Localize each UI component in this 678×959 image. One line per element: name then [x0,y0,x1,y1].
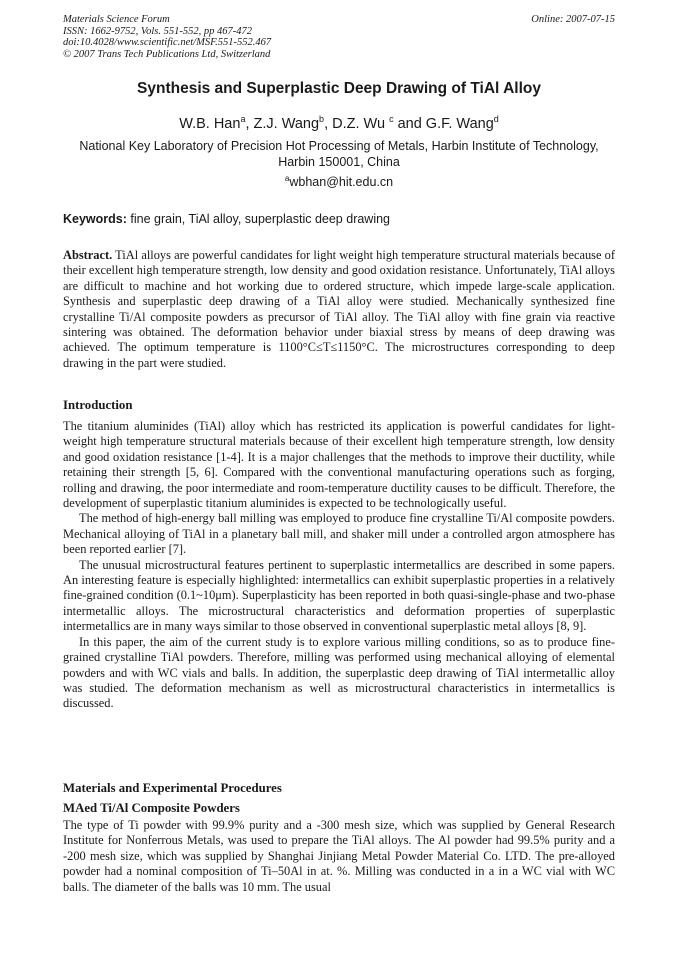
section-heading-materials: Materials and Experimental Procedures [63,781,282,795]
keywords [63,212,615,226]
paragraph: The titanium aluminides (TiAl) alloy which has restricted its application is powerful candidates for light-weight high temperature structural materials because of their excellent high temperature strength, low density and good oxidation resistance [1-4]. It is a major challenges that the methods to improve their ductility, while retaining their strength [5, 6]. Compared with the conventional manufacturing operations such as forging, rolling and drawing, the poor intermediate and room-temperature ductility causes to be difficult. Therefore, the development of superplastic titanium aluminides is expected to be technologically useful. [63,419,615,511]
materials-body: The type of Ti powder with 99.9% purity and a -300 mesh size, which was supplied by General Research Institute for Nonferrous Metals, was used to prepare the TiAl alloys. The Al powder had 99.5% purity and a -200 mesh size, which was supplied by Shanghai Jinjiang Metal Powder Material Co. LTD. The pre-alloyed powder had a nominal composition of Ti–50Al in at. %. Milling was conducted in a in a WC vial with WC balls. The diameter of the balls was 10 mm. The usual [63,818,615,894]
keywords-label: Keywords: [63,212,127,226]
author-name: and G.F. Wang [393,115,494,132]
abstract-label: Abstract. [63,248,113,262]
author-email [63,174,615,189]
author-affil-mark: d [493,114,499,124]
email-address: wbhan@hit.edu.cn [289,175,394,190]
online-date: Online: 2007-07-15 [531,14,615,25]
journal-header [63,14,615,60]
author-name: W.B. Han [179,115,241,132]
issn-line: ISSN: 1662-9752, Vols. 551-552, pp 467-472 [63,25,252,37]
author-name: , D.Z. Wu [324,115,390,132]
subsection-heading: MAed Ti/Al Composite Powders [63,801,240,815]
keywords-text: fine grain, TiAl alloy, superplastic deep drawing [126,212,391,226]
paragraph: The unusual microstructural features pertinent to superplastic intermetallics are described in some papers. An interesting feature is especially highlighted: intermetallics can exhibit superplastic properties in a relatively fine-grained condition (0.1~10μm). Superplasticity has been reported in both quasi-single-phase and two-phase intermetallic alloys. The microstructural characteristics and deformation properties of superplastic intermetallics are in many ways similar to those observed in conventional superplastic metal alloys [8, 9]. [63,557,615,634]
abstract-text: TiAl alloys are powerful candidates for light weight high temperature structural materials because of their excellent high temperature strength, low density and good oxidation resistance. Unfortunately, TiAl alloys are difficult to machine and hot working due to ordered structure, which impede large-scale application. Synthesis and superplastic deep drawing of a TiAl alloy were studied. Mechanically synthesized fine crystalline Ti/Al composite powders as precursor of TiAl alloy. The TiAl alloy with fine grain via reactive sintering was obtained. The deformation behavior under biaxial stress by means of deep drawing was achieved. The optimum temperature is 1100°C≤T≤1150°C. The microstructures corresponding to deep drawing in the part were studied. [63,248,615,370]
paragraph: In this paper, the aim of the current study is to explore various milling conditions, so as to produce fine-grained crystalline TiAl powders. Therefore, milling was performed using mechanical alloying of elemental powders and with WC vials and balls. In addition, the superplastic deep drawing of TiAl intermetallic alloy was studied. The deformation mechanism as well as microstructural characteristics in intermetallics is discussed. [63,634,615,711]
author-name: , Z.J. Wang [245,115,320,132]
author-list [40,114,638,132]
author-affil-mark: b [319,114,325,124]
introduction-body [63,419,615,712]
doi-line: doi:10.4028/www.scientific.net/MSF.551-552.467 [63,37,272,48]
copyright-line: © 2007 Trans Tech Publications Ltd, Switzerland [63,48,271,60]
author-affil-mark: c [389,114,394,124]
email-mark: a [284,174,290,183]
paper-title: Synthesis and Superplastic Deep Drawing of TiAl Alloy [137,80,541,97]
affiliation: National Key Laboratory of Precision Hot Processing of Metals, Harbin Institute of Technology, Harbin 150001, China [79,139,599,169]
author-affil-mark: a [240,114,246,124]
paragraph: The method of high-energy ball milling was employed to produce fine crystalline Ti/Al composite powders. Mechanical alloying of TiAl in a planetary ball mill, and shaker mill under a controlled argon atmosphere has been reported earlier [7]. [63,511,615,557]
journal-name: Materials Science Forum [63,14,170,25]
abstract [63,248,615,371]
section-heading-introduction: Introduction [63,398,133,412]
